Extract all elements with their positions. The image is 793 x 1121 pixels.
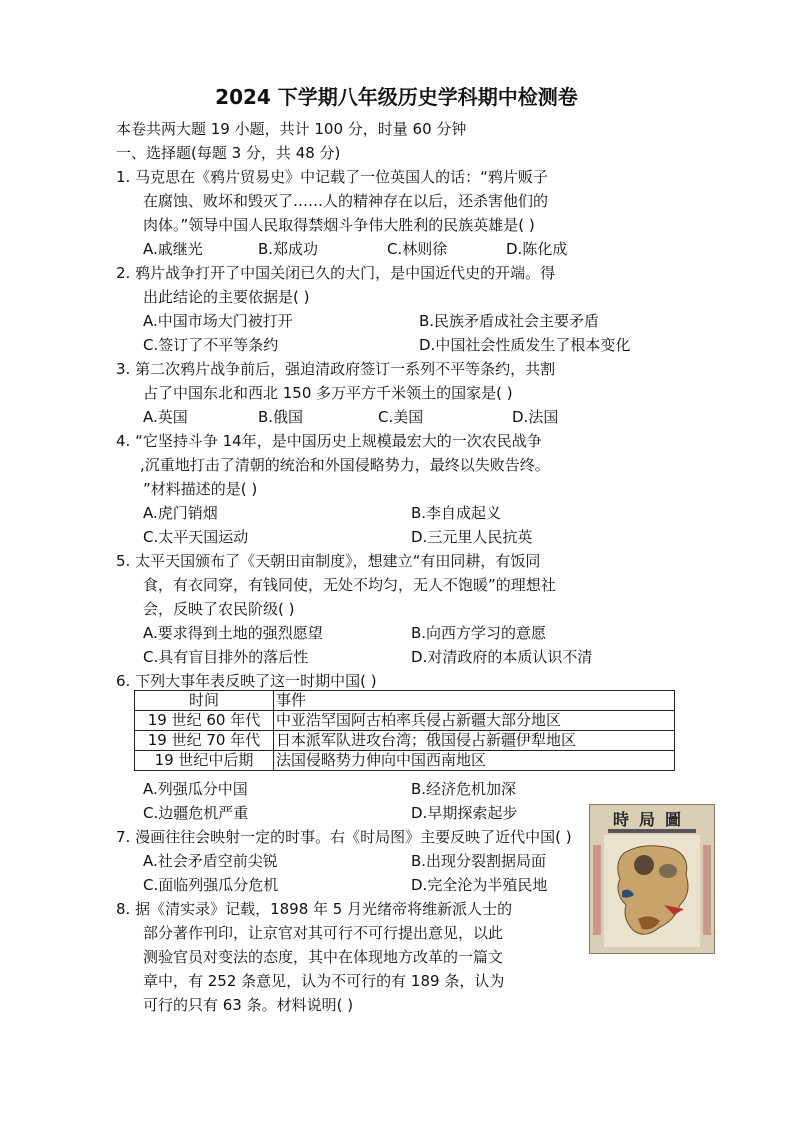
question-1-line-3: 肉体。”领导中国人民取得禁烟斗争伟大胜利的民族英雄是( ) — [143, 216, 535, 234]
poster-title: 時局圖 — [612, 810, 691, 829]
q4-option-b[interactable]: B.李自成起义 — [411, 504, 502, 522]
q5-option-a[interactable]: A.要求得到土地的强烈愿望 — [143, 624, 323, 642]
question-1-line-2: 在腐蚀、败坏和毁灭了……人的精神存在以后，还杀害他们的 — [143, 192, 549, 210]
question-6-line-1: 6. 下列大事年表反映了这一时期中国( ) — [116, 672, 377, 690]
q4-option-c[interactable]: C.太平天国运动 — [143, 528, 249, 546]
poster-right-border — [703, 845, 711, 935]
question-8-line-5: 可行的只有 63 条。材料说明( ) — [143, 996, 354, 1014]
q5-option-b[interactable]: B.向西方学习的意愿 — [411, 624, 547, 642]
question-4-line-2: ,沉重地打击了清朝的统治和外国侵略势力，最终以失败告终。 — [140, 456, 550, 474]
q6-option-c[interactable]: C.边疆危机严重 — [143, 804, 249, 822]
q3-option-b[interactable]: B.俄国 — [258, 408, 304, 426]
q4-option-a[interactable]: A.虎门销烟 — [143, 504, 218, 522]
exam-title: 2024 下学期八年级历史学科期中检测卷 — [215, 85, 578, 109]
question-7-line-1: 7. 漫画往往会映射一定的时事。右《时局图》主要反映了近代中国( ) — [116, 828, 572, 846]
events-table — [134, 690, 675, 771]
q1-option-d[interactable]: D.陈化成 — [506, 240, 568, 258]
table-cell-event: 日本派军队进攻台湾；俄国侵占新疆伊犁地区 — [274, 731, 675, 751]
table-cell-time: 19 世纪 70 年代 — [135, 731, 274, 751]
question-3-line-1: 3. 第二次鸦片战争前后，强迫清政府签订一系列不平等条约，共割 — [116, 360, 556, 378]
table-row — [135, 711, 675, 731]
map-drawing-icon — [604, 835, 700, 947]
shiju-map-cartoon-icon — [589, 804, 715, 954]
table-header-row — [135, 691, 675, 711]
question-4-line-1: 4. “它坚持斗争 14年，是中国历史上规模最宏大的一次农民战争 — [116, 432, 542, 450]
table-header-time: 时间 — [135, 691, 274, 711]
q2-option-a[interactable]: A.中国市场大门被打开 — [143, 312, 293, 330]
q7-option-d[interactable]: D.完全沦为半殖民地 — [411, 876, 548, 894]
table-cell-time: 19 世纪中后期 — [135, 751, 274, 771]
table-row — [135, 751, 675, 771]
q3-option-a[interactable]: A.英国 — [143, 408, 188, 426]
table-row — [135, 731, 675, 751]
table-cell-time: 19 世纪 60 年代 — [135, 711, 274, 731]
question-4-line-3: ”材料描述的是( ) — [143, 480, 258, 498]
question-5-line-1: 5. 太平天国颁布了《天朝田亩制度》，想建立“有田同耕，有饭同 — [116, 552, 541, 570]
q5-option-c[interactable]: C.具有盲目排外的落后性 — [143, 648, 309, 666]
q6-option-a[interactable]: A.列强瓜分中国 — [143, 780, 248, 798]
q5-option-d[interactable]: D.对清政府的本质认识不清 — [411, 648, 593, 666]
table-header-event: 事件 — [274, 691, 675, 711]
question-8-line-2: 部分著作刊印，让京官对其可行不可行提出意见，以此 — [143, 924, 504, 942]
q2-option-d[interactable]: D.中国社会性质发生了根本变化 — [419, 336, 631, 354]
q3-option-c[interactable]: C.美国 — [378, 408, 424, 426]
q6-option-b[interactable]: B.经济危机加深 — [411, 780, 517, 798]
poster-left-border — [593, 845, 601, 935]
q1-option-a[interactable]: A.戚继光 — [143, 240, 203, 258]
section-heading: 一、选择题(每题 3 分，共 48 分) — [116, 144, 341, 162]
q4-option-d[interactable]: D.三元里人民抗英 — [411, 528, 533, 546]
q7-option-a[interactable]: A.社会矛盾空前尖锐 — [143, 852, 278, 870]
table-cell-event: 中亚浩罕国阿古柏率兵侵占新疆大部分地区 — [274, 711, 675, 731]
q7-option-c[interactable]: C.面临列强瓜分危机 — [143, 876, 279, 894]
question-5-line-3: 会，反映了农民阶级( ) — [143, 600, 295, 618]
question-8-line-1: 8. 据《清实录》记载，1898 年 5 月光绪帝将维新派人士的 — [116, 900, 513, 918]
question-8-line-3: 测验官员对变法的态度，其中在体现地方改革的一篇文 — [143, 948, 504, 966]
q2-option-c[interactable]: C.签订了不平等条约 — [143, 336, 279, 354]
exam-info: 本卷共两大题 19 小题，共计 100 分，时量 60 分钟 — [116, 120, 467, 138]
question-1-line-1: 1. 马克思在《鸦片贸易史》中记载了一位英国人的话：“鸦片贩子 — [116, 168, 548, 186]
q3-option-d[interactable]: D.法国 — [512, 408, 559, 426]
q6-option-d[interactable]: D.早期探索起步 — [411, 804, 518, 822]
question-2-line-1: 2. 鸦片战争打开了中国关闭已久的大门，是中国近代史的开端。得 — [116, 264, 556, 282]
q2-option-b[interactable]: B.民族矛盾成社会主要矛盾 — [419, 312, 600, 330]
question-8-line-4: 章中，有 252 条意见，认为不可行的有 189 条，认为 — [143, 972, 505, 990]
table-cell-event: 法国侵略势力伸向中国西南地区 — [274, 751, 675, 771]
poster-subtitle-bar — [608, 829, 696, 833]
poster-map — [604, 835, 700, 947]
q1-option-c[interactable]: C.林则徐 — [387, 240, 448, 258]
question-2-line-2: 出此结论的主要依据是( ) — [143, 288, 310, 306]
q1-option-b[interactable]: B.郑成功 — [258, 240, 319, 258]
question-5-line-2: 食，有衣同穿，有钱同使，无处不均匀，无人不饱暖”的理想社 — [143, 576, 556, 594]
question-3-line-2: 占了中国东北和西北 150 多万平方千米领土的国家是( ) — [143, 384, 513, 402]
q7-option-b[interactable]: B.出现分裂割据局面 — [411, 852, 547, 870]
